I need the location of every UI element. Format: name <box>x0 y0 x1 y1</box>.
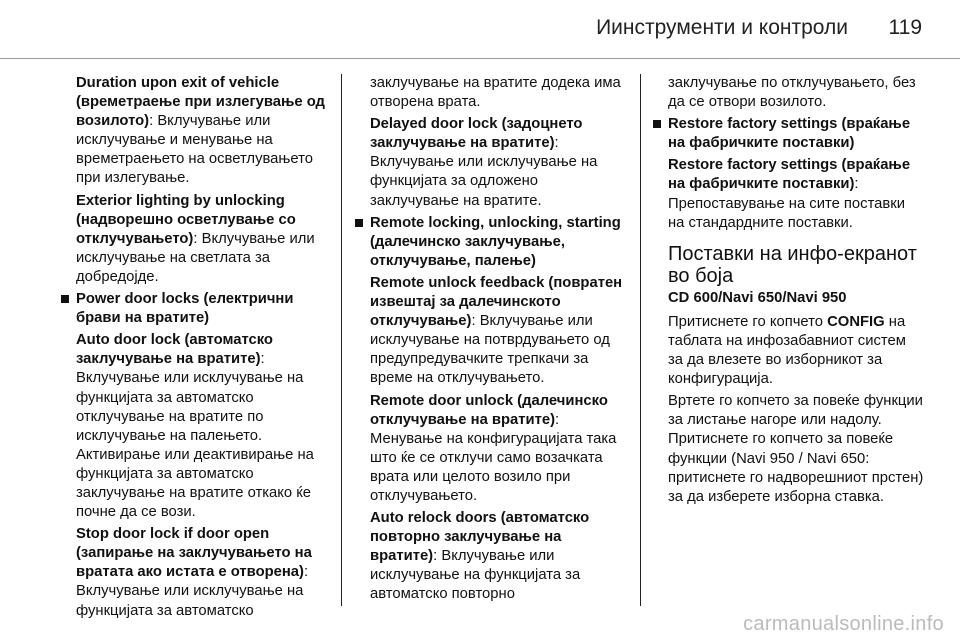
setting-name: Stop door lock if door open (запирање на заклучувањето на вратата ако истата е отворена) <box>76 526 312 581</box>
setting-description: заклучување по отклучувањето, без да се отвори возилото. <box>668 75 916 111</box>
setting-paragraph <box>668 74 924 112</box>
setting-paragraph <box>370 74 626 112</box>
setting-paragraph <box>370 274 626 389</box>
setting-description: заклучување на вратите додека има отворена врата. <box>370 75 621 111</box>
column-3 <box>668 74 924 510</box>
bullet-item <box>668 115 924 153</box>
bullet-square-icon <box>61 295 69 303</box>
page-footer <box>0 612 960 642</box>
multifunction-paragraph: Вртете го копчето за повеќе функции за листање нагоре или надолу. Притиснете го копчето за повеќе функции (Navi 950 / Navi 650: притиснете го надворешниот прстен) за да изберете изборна ставка. <box>668 393 924 505</box>
header-title: Иинструменти и контроли <box>596 16 848 39</box>
column-divider-2 <box>640 74 641 606</box>
column-divider-1 <box>341 74 342 606</box>
column-3-paragraphs <box>668 74 924 233</box>
setting-description: : Менување на конфигурацијата така што ќе се отклучи само возачката врата или целото возило при отклучувањето. <box>370 411 617 504</box>
setting-paragraph <box>370 509 626 604</box>
setting-name: Delayed door lock (задоцнето заклучување на вратите) <box>370 116 583 152</box>
setting-paragraph <box>76 74 330 189</box>
config-text-pre: Притиснете го копчето <box>668 313 828 330</box>
setting-name: Auto door lock (автоматско заклучување на вратите) <box>76 332 273 368</box>
setting-description: : Препоставување на сите поставки на стандардните поставки. <box>668 176 906 231</box>
page-number: 119 <box>888 16 922 39</box>
setting-description: : Вклучување или исклучување на функцијата за автоматско повторно <box>370 548 581 603</box>
config-key: CONFIG <box>827 313 885 330</box>
config-text-post: на таблата на инфозабавниот систем за да влезете во изборникот за конфигурација. <box>668 313 906 388</box>
bullet-item <box>370 214 626 271</box>
setting-name: Power door locks (електрични брави на вратите) <box>76 291 294 327</box>
bullet-item <box>76 290 330 328</box>
setting-description: : Вклучување или исклучување на функцијата за автоматско отклучување на вратите по исклучување на палењето. Активирање или деактивирање на функцијата за автоматско заклучување на вратите откако ќе почне да се вози. <box>76 351 314 521</box>
setting-description: : Вклучување или исклучување на потврдувањето од предупредувачките трепкачи за време на отклучувањето. <box>370 313 610 387</box>
section-subheading: CD 600/Navi 650/Navi 950 <box>668 289 847 306</box>
bullet-square-icon <box>355 219 363 227</box>
setting-name: Auto relock doors (автоматско повторно заклучување на вратите) <box>370 510 590 565</box>
bullet-square-icon <box>653 120 661 128</box>
setting-paragraph <box>370 115 626 210</box>
page-header <box>0 0 960 59</box>
setting-name: Restore factory settings (враќање на фабричките поставки) <box>668 116 911 152</box>
setting-paragraph <box>76 525 330 620</box>
setting-name: Restore factory settings (враќање на фабричките поставки) <box>668 157 911 193</box>
setting-name: Duration upon exit of vehicle (времетраење при излегување од возилото) <box>76 75 325 130</box>
setting-paragraph <box>668 156 924 232</box>
setting-description: : Вклучување или исклучување на функцијата за одложено заклучување на вратите. <box>370 135 598 209</box>
config-paragraph <box>668 313 924 389</box>
setting-name: Exterior lighting by unlocking (надворешно осветлување со отклучувањето) <box>76 192 296 247</box>
setting-paragraph <box>76 192 330 287</box>
section-heading: Поставки на инфо-екранот во боја <box>668 242 917 287</box>
setting-name: Remote door unlock (далечинско отклучување на вратите) <box>370 392 608 428</box>
setting-name: Remote unlock feedback (повратен извештај за далечинското отклучување) <box>370 274 623 330</box>
column-1 <box>76 74 330 624</box>
setting-description: : Вклучување или исклучување и менување на времетраењето на осветлувањето при излегување. <box>76 113 313 187</box>
setting-paragraph <box>370 392 626 507</box>
setting-name: Remote locking, unlocking, starting (далечинско заклучување, отклучување, палење) <box>370 214 621 269</box>
setting-description: : Вклучување или исклучување на функцијата за автоматско <box>76 564 309 619</box>
watermark: carmanualsonline.info <box>743 613 944 635</box>
column-2 <box>370 74 626 608</box>
setting-paragraph <box>76 331 330 522</box>
setting-description: : Вклучување или исклучување на светлата за добредојде. <box>76 230 315 285</box>
